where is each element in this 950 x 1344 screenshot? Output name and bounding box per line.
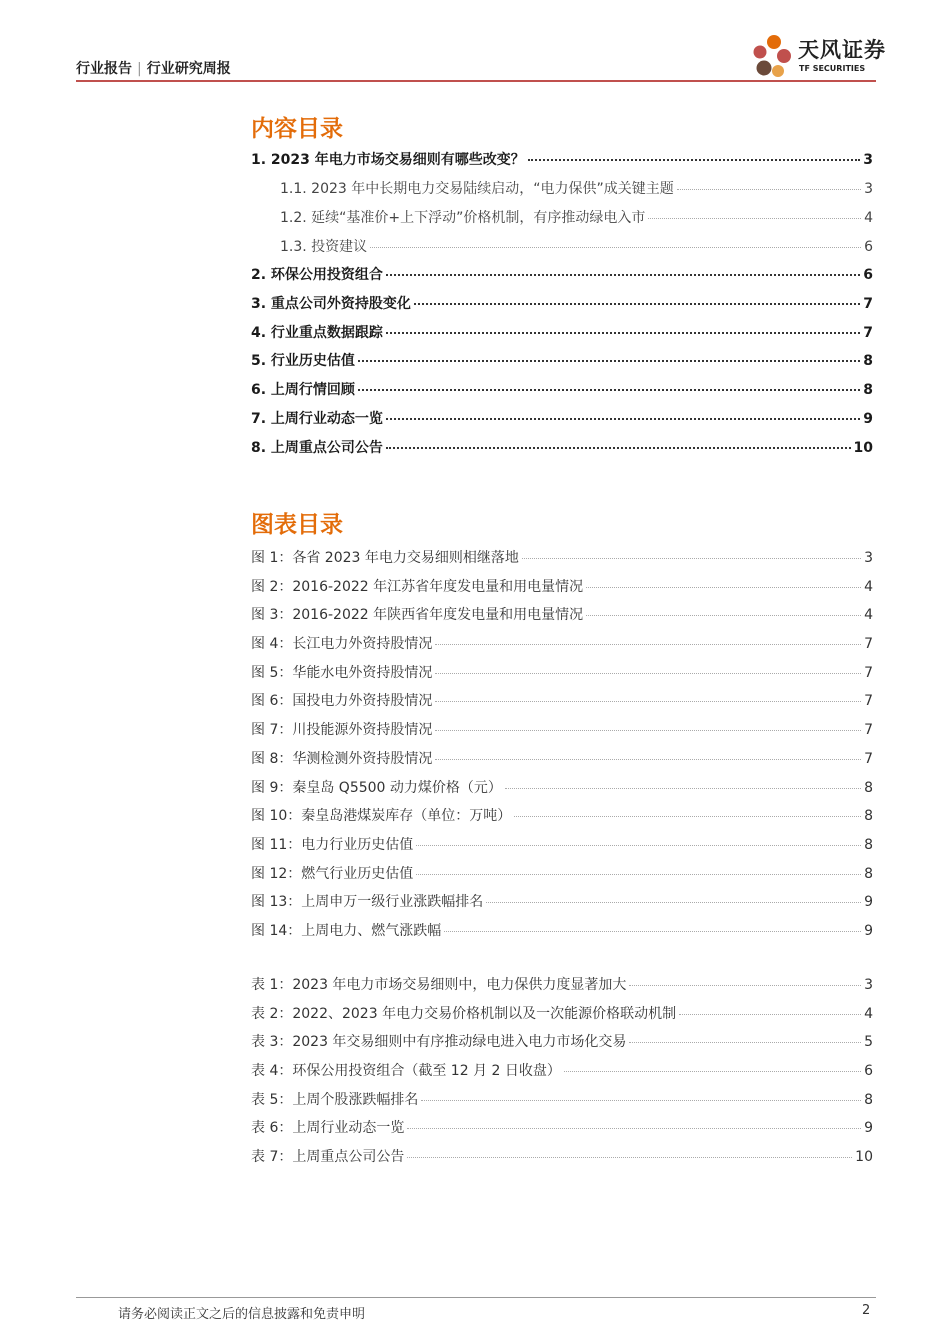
header-divider [76, 80, 876, 82]
flower-logo-icon [748, 32, 796, 80]
contents-title: 内容目录 [251, 116, 343, 142]
footer-disclaimer: 请务必阅读正文之后的信息披露和免责申明 [118, 1307, 366, 1322]
figure-entry[interactable]: 图 5：华能水电外资持股情况 7 [251, 665, 873, 681]
logo-english-name: TF SECURITIES [799, 64, 866, 73]
table-entry[interactable]: 表 6：上周行业动态一览 9 [251, 1120, 873, 1136]
page-number: 2 [862, 1303, 871, 1318]
figures-title: 图表目录 [251, 512, 343, 538]
toc-entry[interactable]: 2. 环保公用投资组合 6 [251, 267, 873, 283]
figure-entry[interactable]: 图 8：华测检测外资持股情况 7 [251, 751, 873, 767]
figure-entry[interactable]: 图 10：秦皇岛港煤炭库存（单位：万吨） 8 [251, 808, 873, 824]
report-header [76, 58, 231, 78]
header-separator: | [137, 61, 142, 77]
toc-entry[interactable]: 7. 上周行业动态一览 9 [251, 411, 873, 427]
figure-entry[interactable]: 图 6：国投电力外资持股情况 7 [251, 693, 873, 709]
toc-entry[interactable]: 8. 上周重点公司公告 10 [251, 440, 873, 456]
footer-divider [76, 1297, 876, 1298]
figure-entry[interactable]: 图 11：电力行业历史估值 8 [251, 837, 873, 853]
table-entry[interactable]: 表 4：环保公用投资组合（截至 12 月 2 日收盘） 6 [251, 1063, 873, 1079]
toc-entry[interactable]: 3. 重点公司外资持股变化 7 [251, 296, 873, 312]
figure-entry[interactable]: 图 4：长江电力外资持股情况 7 [251, 636, 873, 652]
toc-subentry[interactable]: 1.2. 延续“基准价+上下浮动”价格机制，有序推动绿电入市 4 [280, 210, 873, 226]
figure-entry[interactable]: 图 14：上周电力、燃气涨跌幅 9 [251, 923, 873, 939]
figure-entry[interactable]: 图 3：2016-2022 年陕西省年度发电量和用电量情况 4 [251, 607, 873, 623]
toc-subentry[interactable]: 1.3. 投资建议 6 [280, 239, 873, 255]
table-entry[interactable]: 表 2：2022、2023 年电力交易价格机制以及一次能源价格联动机制 4 [251, 1006, 873, 1022]
report-type: 行业研究周报 [146, 61, 231, 77]
toc-entry[interactable]: 6. 上周行情回顾 8 [251, 382, 873, 398]
table-entry[interactable]: 表 3：2023 年交易细则中有序推动绿电进入电力市场化交易 5 [251, 1034, 873, 1050]
figure-entry[interactable]: 图 13：上周申万一级行业涨跌幅排名 9 [251, 894, 873, 910]
toc-entry[interactable]: 1. 2023 年电力市场交易细则有哪些改变？ 3 [251, 152, 873, 168]
figure-entry[interactable]: 图 7：川投能源外资持股情况 7 [251, 722, 873, 738]
logo-chinese-name: 天风证券 [798, 38, 886, 62]
figure-entry[interactable]: 图 12：燃气行业历史估值 8 [251, 866, 873, 882]
toc-entry[interactable]: 4. 行业重点数据跟踪 7 [251, 325, 873, 341]
figure-entry[interactable]: 图 2：2016-2022 年江苏省年度发电量和用电量情况 4 [251, 579, 873, 595]
report-category: 行业报告 [76, 61, 132, 77]
figure-entry[interactable]: 图 1：各省 2023 年电力交易细则相继落地 3 [251, 550, 873, 566]
figure-entry[interactable]: 图 9：秦皇岛 Q5500 动力煤价格（元） 8 [251, 780, 873, 796]
toc-entry[interactable]: 5. 行业历史估值 8 [251, 353, 873, 369]
table-entry[interactable]: 表 5：上周个股涨跌幅排名 8 [251, 1092, 873, 1108]
tf-securities-logo [748, 32, 886, 80]
table-entry[interactable]: 表 7：上周重点公司公告 10 [251, 1149, 873, 1165]
toc-subentry[interactable]: 1.1. 2023 年中长期电力交易陆续启动，“电力保供”成关键主题 3 [280, 181, 873, 197]
table-entry[interactable]: 表 1：2023 年电力市场交易细则中，电力保供力度显著加大 3 [251, 977, 873, 993]
